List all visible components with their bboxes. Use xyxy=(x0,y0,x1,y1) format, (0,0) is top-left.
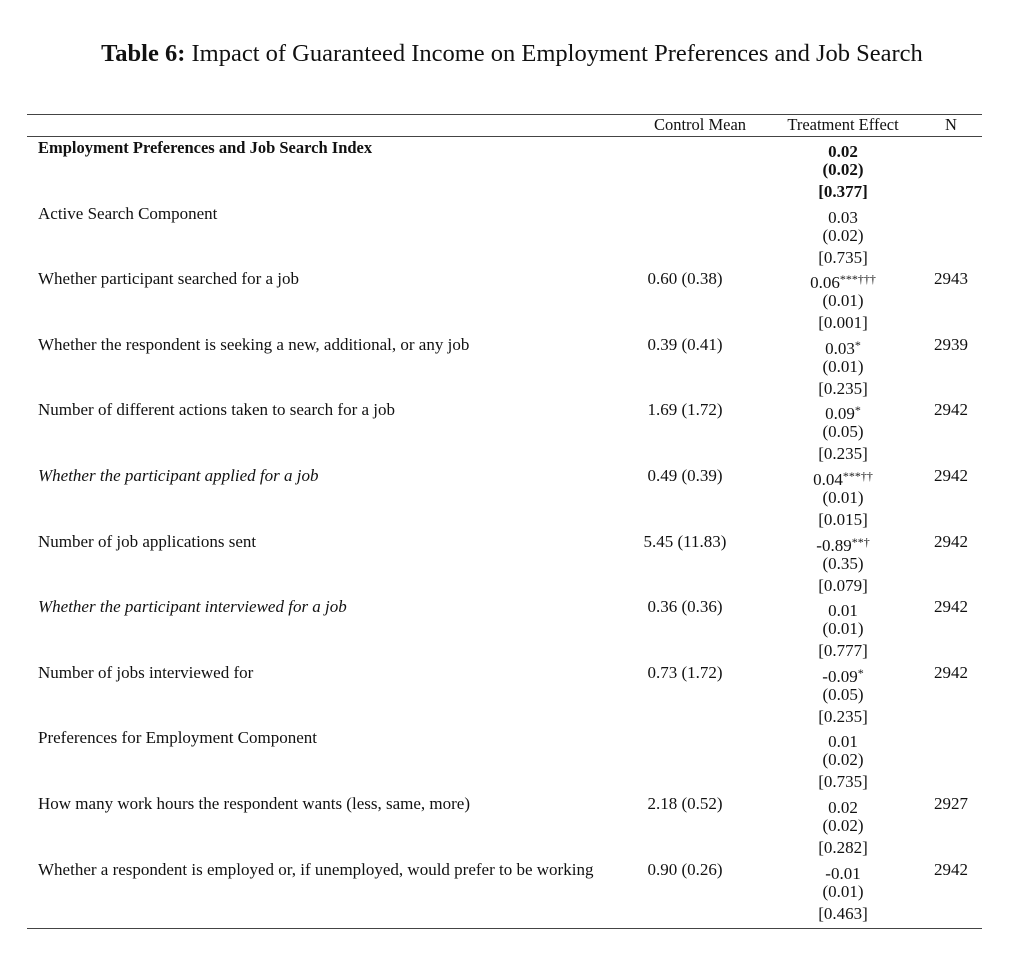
standard-error: (0.01) xyxy=(822,881,864,901)
treatment-estimate xyxy=(773,727,913,752)
estimate-value: 0.03 xyxy=(828,207,858,227)
treatment-estimate xyxy=(773,793,913,815)
estimate-value: 0.02 xyxy=(828,797,858,817)
control-mean-value: 0.36 (0.36) xyxy=(647,597,723,617)
table-row xyxy=(0,334,1024,400)
estimate-value: -0.01 xyxy=(825,863,861,883)
row-label: Number of job applications sent xyxy=(38,531,257,551)
table-row xyxy=(0,465,1024,531)
p-value: [0.463] xyxy=(818,903,868,923)
table-row xyxy=(0,268,1024,334)
standard-error: (0.35) xyxy=(822,553,864,573)
significance-stars: ***††† xyxy=(839,272,876,287)
p-value: [0.079] xyxy=(818,575,868,595)
sample-size: 2939 xyxy=(934,334,968,354)
table-row xyxy=(0,399,1024,465)
treatment-estimate xyxy=(773,859,913,881)
header-control-mean: Control Mean xyxy=(653,115,747,134)
p-value: [0.235] xyxy=(818,444,868,464)
table-title: Impact of Guaranteed Income on Employment Preferences and Job Search xyxy=(191,40,923,67)
row-label: Employment Preferences and Job Search Index xyxy=(38,138,373,157)
treatment-estimate xyxy=(773,203,913,225)
significance-stars: * xyxy=(857,665,864,680)
table-body xyxy=(0,137,1024,924)
row-label: How many work hours the respondent wants (less, same, more) xyxy=(38,793,470,813)
header-n: N xyxy=(945,115,957,134)
table-row xyxy=(0,859,1024,925)
bottom-rule xyxy=(27,928,982,929)
treatment-estimate xyxy=(773,531,913,553)
control-mean-value: 0.90 (0.26) xyxy=(647,859,723,879)
standard-error: (0.02) xyxy=(822,225,864,245)
estimate-value: -0.89 xyxy=(816,535,852,555)
treatment-effect-cell xyxy=(773,662,913,728)
control-mean-value: 0.49 (0.39) xyxy=(647,465,723,485)
standard-error: (0.01) xyxy=(822,619,864,639)
treatment-effect-cell xyxy=(773,727,913,793)
standard-error: (0.02) xyxy=(822,815,864,835)
treatment-effect-cell xyxy=(773,268,913,334)
sample-size: 2942 xyxy=(934,465,968,485)
estimate-value: 0.09 xyxy=(825,404,855,424)
row-label: Whether the participant applied for a job xyxy=(38,465,319,485)
sample-size: 2942 xyxy=(934,400,968,420)
table-row xyxy=(0,596,1024,662)
estimate-value: 0.04 xyxy=(813,469,843,489)
p-value: [0.377] xyxy=(818,182,868,201)
control-mean-value: 0.39 (0.41) xyxy=(647,334,723,354)
p-value: [0.735] xyxy=(818,772,868,792)
treatment-estimate xyxy=(773,268,913,293)
treatment-estimate xyxy=(773,596,913,621)
standard-error: (0.01) xyxy=(822,291,864,311)
significance-stars: * xyxy=(854,403,861,418)
table-row xyxy=(0,662,1024,728)
table-caption xyxy=(0,38,1024,70)
table-number: Table 6: xyxy=(101,40,186,67)
standard-error: (0.02) xyxy=(822,750,864,770)
control-mean-value: 1.69 (1.72) xyxy=(647,400,723,420)
treatment-effect-cell xyxy=(773,137,913,203)
row-label: Whether a respondent is employed or, if unemployed, would prefer to be working xyxy=(38,859,594,879)
table-row xyxy=(0,137,1024,203)
p-value: [0.777] xyxy=(818,641,868,661)
p-value: [0.235] xyxy=(818,378,868,398)
estimate-value: 0.01 xyxy=(828,732,858,752)
treatment-estimate xyxy=(773,662,913,684)
estimate-value: 0.06 xyxy=(810,273,840,293)
sample-size: 2927 xyxy=(934,793,968,813)
standard-error: (0.01) xyxy=(822,356,864,376)
estimate-value: 0.01 xyxy=(828,601,858,621)
table-row xyxy=(0,793,1024,859)
significance-stars: ***†† xyxy=(842,468,873,483)
treatment-estimate xyxy=(773,137,913,159)
p-value: [0.735] xyxy=(818,247,868,267)
row-label: Number of different actions taken to search for a job xyxy=(38,400,396,420)
treatment-estimate xyxy=(773,399,913,424)
row-label: Preferences for Employment Component xyxy=(38,728,318,748)
row-label: Whether the participant interviewed for a job xyxy=(38,597,347,617)
significance-stars: **† xyxy=(851,534,870,549)
table-row xyxy=(0,203,1024,269)
control-mean-value: 2.18 (0.52) xyxy=(647,793,723,813)
p-value: [0.001] xyxy=(818,313,868,333)
table-row xyxy=(0,727,1024,793)
row-label: Whether the respondent is seeking a new, additional, or any job xyxy=(38,334,470,354)
p-value: [0.282] xyxy=(818,837,868,857)
treatment-effect-cell xyxy=(773,399,913,465)
row-label: Active Search Component xyxy=(38,203,218,223)
sample-size: 2942 xyxy=(934,531,968,551)
row-label: Whether participant searched for a job xyxy=(38,269,300,289)
estimate-value: -0.09 xyxy=(822,666,858,686)
sample-size: 2943 xyxy=(934,269,968,289)
significance-stars: * xyxy=(854,337,861,352)
standard-error: (0.05) xyxy=(822,422,864,442)
sample-size: 2942 xyxy=(934,662,968,682)
table-row xyxy=(0,531,1024,597)
p-value: [0.235] xyxy=(818,706,868,726)
treatment-effect-cell xyxy=(773,793,913,859)
control-mean-value: 0.73 (1.72) xyxy=(647,662,723,682)
treatment-effect-cell xyxy=(773,334,913,400)
treatment-effect-cell xyxy=(773,859,913,925)
header-treatment-effect: Treatment Effect xyxy=(787,115,899,134)
control-mean-value: 0.60 (0.38) xyxy=(647,269,723,289)
treatment-effect-cell xyxy=(773,596,913,662)
p-value: [0.015] xyxy=(818,509,868,529)
control-mean-value: 5.45 (11.83) xyxy=(643,531,727,551)
estimate-value: 0.02 xyxy=(828,142,858,161)
treatment-estimate xyxy=(773,465,913,487)
standard-error: (0.01) xyxy=(822,487,864,507)
treatment-effect-cell xyxy=(773,531,913,597)
sample-size: 2942 xyxy=(934,859,968,879)
treatment-effect-cell xyxy=(773,465,913,531)
standard-error: (0.05) xyxy=(822,684,864,704)
row-label: Number of jobs interviewed for xyxy=(38,662,254,682)
estimate-value: 0.03 xyxy=(825,338,855,358)
treatment-estimate xyxy=(773,334,913,356)
standard-error: (0.02) xyxy=(822,160,864,179)
sample-size: 2942 xyxy=(934,597,968,617)
treatment-effect-cell xyxy=(773,203,913,269)
